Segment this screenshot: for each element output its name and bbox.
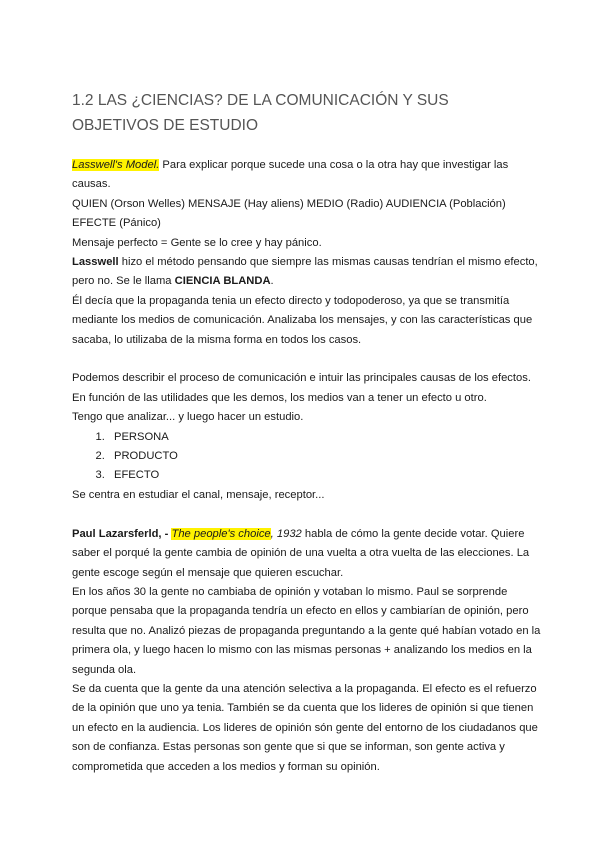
section-heading: 1.2 LAS ¿CIENCIAS? DE LA COMUNICACIÓN Y SUS OBJETIVOS DE ESTUDIO (72, 92, 449, 134)
perfect-message: Mensaje perfecto = Gente se lo cree y hay pánico. (72, 236, 322, 249)
list-item: 3. EFECTO (108, 466, 542, 485)
propaganda-paragraph: Él decía que la propaganda tenia un efecto directo y todopoderoso, ya que se transmitía mediante los medios de comunicación. Analizaba los mensajes, y con las características que sacaba, lo utilizaba de la misma forma en todos los casos. (72, 294, 533, 346)
lazarsfeld-intro-paragraph (72, 525, 542, 583)
list-item: 2. PRODUCTO (108, 447, 542, 466)
lasswell-intro-text: Para explicar porque sucede una cosa o la otra hay que investigar las causas. (72, 159, 509, 191)
lasswell-method-text: hizo el método pensando que siempre las mismas causas tendrían el mismo efecto, pero no. Se le llama (72, 256, 538, 288)
paragraph-gap (72, 505, 542, 524)
lasswell-name: Lasswell (72, 256, 119, 269)
process-describe: Podemos describir el proceso de comunicación e intuir las principales causas de los efectos. (72, 372, 531, 385)
lazarsfeld-name: Paul Lazarsferld, - (72, 527, 169, 540)
peoples-choice-highlight: The people's choice (171, 527, 271, 540)
process-analyze: Tengo que analizar... y luego hacer un estudio. (72, 411, 304, 424)
list-item: 1. PERSONA (108, 428, 542, 447)
soft-science-term: CIENCIA BLANDA (174, 275, 271, 288)
document-body (72, 156, 542, 777)
paragraph-gap (72, 350, 542, 369)
process-focus: Se centra en estudiar el canal, mensaje, receptor... (72, 488, 325, 501)
lasswell-formula: QUIEN (Orson Welles) MENSAJE (Hay aliens) MEDIO (Radio) AUDIENCIA (Población) EFECTE (Pánico) (72, 197, 506, 230)
thirties-paragraph: En los años 30 la gente no cambiaba de opinión y votaban lo mismo. Paul se sorprende porque pensaba que la propaganda tendría un efecto en ellos y cambiarían de opinión, pero resulta que no. Analizó piezas de propaganda preguntando a la gente qué habían votado en la primera ola, y luego hacen lo mismo con las mismas personas + analizando los medios en la segunda ola. (72, 585, 541, 676)
lasswell-method-end: . (270, 275, 274, 288)
lazarsfeld-year: , 1932 (270, 527, 302, 540)
selective-attention-paragraph: Se da cuenta que la gente da una atención selectiva a la propaganda. El efecto es el refuerzo de la opinión que uno ya tenia. También se da cuenta que los lideres de opinión si que tienen un efecto en la audiencia. Los lideres de opinión són gente del entorno de los ciudadanos que son de confianza. Estas personas son gente que si que se informan, son gente activa y comprometida que acceden a los medios y forman su opinión. (72, 682, 538, 773)
lasswell-intro-paragraph (72, 156, 542, 195)
lazarsfeld-intro-text: habla de cómo la gente decide votar. Quiere saber el porqué la gente cambia de opinión de una vuelta a otra vuelta de las elecciones. La gente escoge según el mensaje que quieren escuchar. (72, 527, 530, 579)
lasswell-method-paragraph (72, 253, 542, 292)
steps-list (72, 428, 542, 486)
lasswell-model-highlight: Lasswell's Model. (72, 159, 160, 171)
process-function: En función de las utilidades que les demos, los medios van a tener un efecto u otro. (72, 391, 487, 404)
